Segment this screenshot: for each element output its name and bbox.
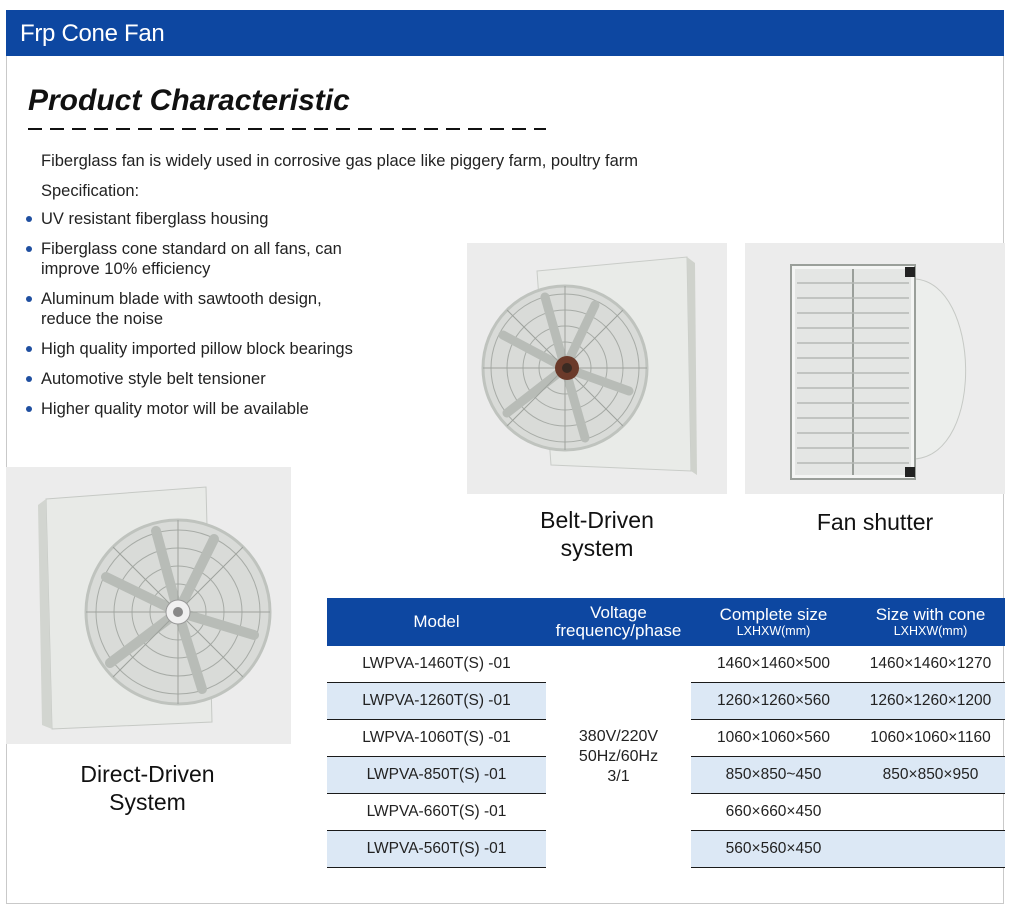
cell-model: LWPVA-560T(S) -01: [327, 831, 546, 868]
feature-list: [22, 209, 422, 429]
header-banner: [6, 10, 1004, 56]
feature-item: [22, 239, 422, 279]
belt-driven-fan-image: [467, 243, 727, 494]
belt-driven-caption: [497, 506, 697, 562]
cell-size-with-cone: [856, 831, 1005, 868]
bullet-icon: [26, 346, 32, 352]
header-voltage-line: Voltage: [590, 603, 647, 622]
feature-text: Aluminum blade with sawtooth design,: [41, 290, 322, 308]
feature-text-cont: improve 10% efficiency: [41, 260, 211, 278]
cell-complete-size: 850×850~450: [691, 757, 856, 794]
header-complete-size: [691, 598, 856, 646]
cell-size-with-cone: 1460×1460×1270: [856, 646, 1005, 683]
direct-driven-fan-image: [6, 467, 291, 744]
cell-model: LWPVA-850T(S) -01: [327, 757, 546, 794]
header-voltage: [546, 598, 691, 646]
table-header-row: [327, 598, 1005, 646]
feature-item: [22, 289, 422, 329]
cell-size-with-cone: [856, 794, 1005, 831]
caption-line: Fan shutter: [816, 509, 934, 535]
cell-model: LWPVA-660T(S) -01: [327, 794, 546, 831]
feature-text: High quality imported pillow block bearings: [41, 340, 353, 358]
header-cone-unit: LXHXW(mm): [893, 623, 968, 638]
voltage-line: 3/1: [607, 767, 630, 785]
bullet-icon: [26, 216, 32, 222]
fan-shutter-image: [745, 243, 1005, 494]
fan-shutter-caption: [775, 508, 975, 536]
header-complete-unit: LXHXW(mm): [736, 623, 811, 638]
feature-item: [22, 209, 422, 229]
cell-complete-size: 660×660×450: [691, 794, 856, 831]
caption-line: Direct-Driven: [80, 761, 215, 787]
cell-size-with-cone: 1060×1060×1160: [856, 720, 1005, 757]
section-title: Product Characteristic: [28, 84, 350, 117]
bullet-icon: [26, 246, 32, 252]
cell-complete-size: 1060×1060×560: [691, 720, 856, 757]
feature-text-cont: reduce the noise: [41, 310, 164, 328]
feature-item: [22, 339, 422, 359]
caption-line: Belt-Driven: [540, 507, 654, 533]
dashed-divider: [28, 124, 546, 134]
cell-size-with-cone: 850×850×950: [856, 757, 1005, 794]
header-voltage-line: frequency/phase: [555, 621, 682, 640]
caption-line: system: [560, 535, 634, 561]
feature-text: Automotive style belt tensioner: [41, 370, 266, 388]
table-row: [327, 646, 1005, 683]
cell-size-with-cone: 1260×1260×1200: [856, 683, 1005, 720]
voltage-line: 50Hz/60Hz: [578, 747, 659, 765]
bullet-icon: [26, 376, 32, 382]
feature-text: Higher quality motor will be available: [41, 400, 309, 418]
cell-model: LWPVA-1460T(S) -01: [327, 646, 546, 683]
caption-line: System: [109, 789, 186, 815]
feature-text: Fiberglass cone standard on all fans, can: [41, 240, 342, 258]
cell-model: LWPVA-1260T(S) -01: [327, 683, 546, 720]
voltage-line: 380V/220V: [578, 727, 659, 745]
page-title: Frp Cone Fan: [20, 20, 165, 47]
feature-item: [22, 399, 422, 419]
cell-model: LWPVA-1060T(S) -01: [327, 720, 546, 757]
intro-text: Fiberglass fan is widely used in corrosive gas place like piggery farm, poultry farm: [41, 152, 638, 170]
header-size-with-cone: [856, 598, 1005, 646]
spec-table: [327, 598, 1005, 868]
header-complete-label: Complete size: [719, 604, 828, 624]
bullet-icon: [26, 406, 32, 412]
cell-complete-size: 560×560×450: [691, 831, 856, 868]
cell-complete-size: 1460×1460×500: [691, 646, 856, 683]
feature-text: UV resistant fiberglass housing: [41, 210, 269, 228]
spec-label: Specification:: [41, 182, 140, 200]
direct-driven-caption: [40, 760, 255, 816]
feature-item: [22, 369, 422, 389]
cell-voltage: [546, 646, 691, 868]
header-model: Model: [327, 598, 546, 646]
header-cone-label: Size with cone: [875, 604, 986, 624]
cell-complete-size: 1260×1260×560: [691, 683, 856, 720]
bullet-icon: [26, 296, 32, 302]
